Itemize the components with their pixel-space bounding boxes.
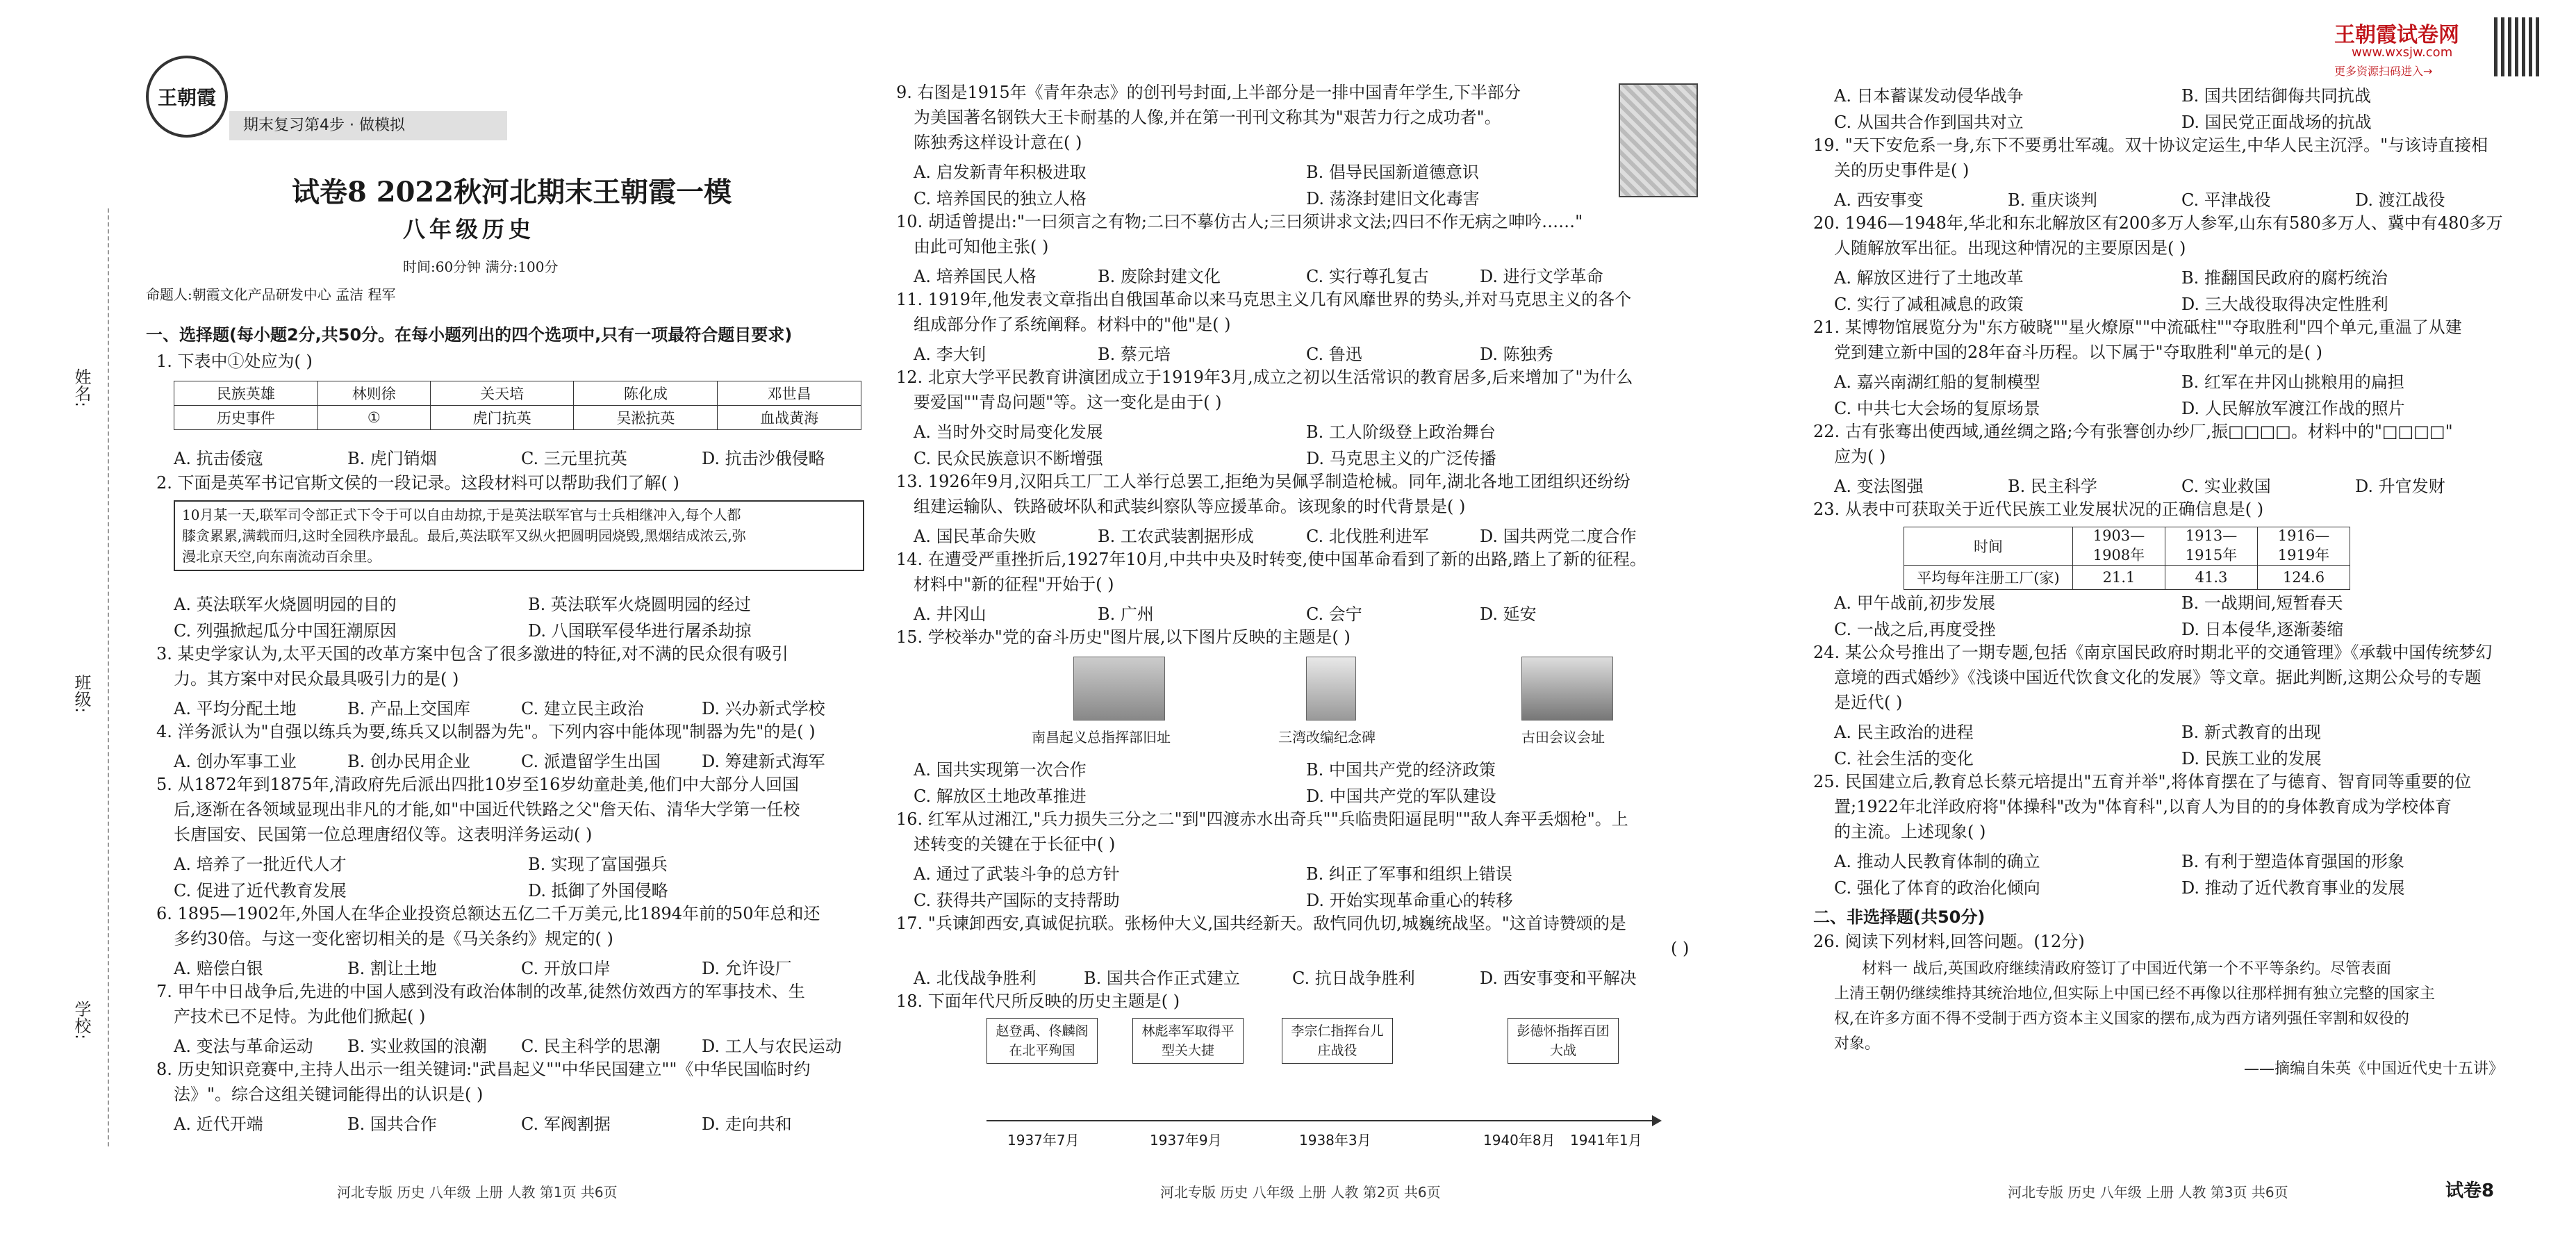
q22-option-d: D. 升官发财: [2355, 477, 2445, 496]
q12-stem-1: 12. 北京大学平民教育讲演团成立于1919年3月,成立之初以生活常识的教育居多,后来增加了"为什么: [896, 368, 1633, 387]
q26-stem: 26. 阅读下列材料,回答问题。(12分): [1813, 932, 2085, 951]
q25-option-b: B. 有利于塑造体育强国的形象: [2181, 852, 2404, 871]
q7-stem-2: 产技术已不足恃。为此他们掀起( ): [174, 1007, 426, 1026]
q9-option-a: A. 启发新青年积极进取: [914, 163, 1087, 182]
q10-stem-1: 10. 胡适曾提出:"一曰须言之有物;二曰不摹仿古人;三曰须讲求文法;四曰不作无病之呻吟……": [896, 212, 1583, 231]
q13-option-c: C. 北伐胜利进军: [1306, 527, 1429, 546]
q14-option-c: C. 会宁: [1306, 604, 1362, 624]
q9-stem-2: 为美国著名钢铁大王卡耐基的人像,并在第一刊刊文称其为"艰苦力行之成功者"。: [914, 108, 1501, 127]
q20-option-a: A. 解放区进行了土地改革: [1834, 268, 2024, 288]
q3-option-a: A. 平均分配土地: [174, 699, 297, 718]
q9-option-d: D. 荡涤封建旧文化毒害: [1306, 189, 1480, 208]
q25-stem-2: 置;1922年北洋政府将"体操科"改为"体育科",以育人为目的的身体教育成为学校体育: [1834, 797, 2452, 816]
page-title: 试卷8 2022秋河北期末王朝霞一模: [292, 176, 732, 208]
q1-option-a: A. 抗击倭寇: [174, 449, 263, 468]
q19-option-a: A. 西安事变: [1834, 190, 1924, 210]
q7-option-c: C. 民主科学的思潮: [521, 1037, 661, 1056]
q7-option-d: D. 工人与农民运动: [702, 1037, 842, 1056]
q6-option-a: A. 赔偿白银: [174, 959, 263, 978]
q18-option-b: B. 国共团结御侮共同抗战: [2181, 86, 2371, 106]
q26-material-2: 上清王朝仍继续维持其统治地位,但实际上中国已经不再像以往那样拥有独立完整的国家主: [1834, 985, 2435, 1003]
photo-caption: 古田会议会址: [1521, 729, 1605, 746]
step-banner: 期末复习第4步 · 做模拟: [229, 111, 507, 140]
q8-option-c: C. 军阀割据: [521, 1114, 611, 1134]
q11-stem-1: 11. 1919年,他发表文章指出自俄国革命以来马克思主义几有风靡世界的势头,并对马克思主义的各个: [896, 290, 1632, 309]
timeline-arrow: [1652, 1115, 1662, 1126]
q21-option-a: A. 嘉兴南湖红船的复制模型: [1834, 372, 2040, 392]
q24-stem-1: 24. 某公众号推出了一期专题,包括《南京国民政府时期北平的交通管理》《承载中国传统梦幻: [1813, 643, 2493, 662]
q10-option-a: A. 培养国民人格: [914, 267, 1037, 286]
timeline-event: [1282, 1018, 1393, 1064]
q19-stem-2: 关的历史事件是( ): [1834, 160, 1970, 180]
q1-table: [174, 381, 861, 430]
q5-stem-2: 后,逐渐在各领域显现出非凡的才能,如"中国近代铁路之父"詹天佑、清华大学第一任校: [174, 800, 800, 819]
q4-option-d: D. 筹建新式海军: [702, 752, 825, 771]
q8-option-a: A. 近代开端: [174, 1114, 263, 1134]
q19-option-b: B. 重庆谈判: [2008, 190, 2097, 210]
q23-option-c: C. 一战之后,再度受挫: [1834, 620, 1996, 639]
q16-option-b: B. 纠正了军事和组织上错误: [1306, 864, 1512, 884]
timeline-date: 1937年9月: [1150, 1132, 1222, 1149]
q22-stem-2: 应为( ): [1834, 447, 1886, 466]
qr-code-icon: [2494, 17, 2543, 76]
q9-option-b: B. 倡导民国新道德意识: [1306, 163, 1479, 182]
q24-option-c: C. 社会生活的变化: [1834, 749, 1974, 768]
q3-option-b: B. 产品上交国库: [347, 699, 470, 718]
q10-option-c: C. 实行尊孔复古: [1306, 267, 1429, 286]
table-cell: 历史事件: [174, 406, 318, 430]
q11-option-d: D. 陈独秀: [1480, 345, 1553, 364]
table-cell: 124.6: [2258, 566, 2350, 590]
footer-page-1: 河北专版 历史 八年级 上册 人教 第1页 共6页: [337, 1184, 618, 1201]
q12-option-d: D. 马克思主义的广泛传播: [1306, 449, 1496, 468]
table-cell: 时间: [1904, 527, 2073, 566]
q26-material-4: 对象。: [1834, 1035, 1881, 1053]
q14-option-d: D. 延安: [1480, 604, 1537, 624]
q23-option-a: A. 甲午战前,初步发展: [1834, 593, 1996, 613]
timeline-axis: [986, 1120, 1653, 1121]
q26-material-3: 权,在许多方面不得不受制于西方资本主义国家的摆布,成为西方诸列强任宰割和奴役的: [1834, 1010, 2409, 1028]
q13-option-a: A. 国民革命失败: [914, 527, 1037, 546]
section-one-heading: 一、选择题(每小题2分,共50分。在每小题列出的四个选项中,只有一项最符合题目要求): [146, 325, 793, 345]
q17-stem-1: 17. "兵谏卸西安,真诚促抗联。张杨仲大义,国共经新天。敌忾同仇切,城巍统战坚。"这首诗赞颂的是: [896, 914, 1626, 933]
nanchang-uprising-photo: [1073, 657, 1165, 721]
name-label: 姓名:: [72, 368, 91, 408]
q18-option-a: A. 日本蓄谋发动侵华战争: [1834, 86, 2024, 106]
table-cell: 虎门抗英: [430, 406, 574, 430]
footer-page-2: 河北专版 历史 八年级 上册 人教 第2页 共6页: [1160, 1184, 1441, 1201]
q17-option-b: B. 国共合作正式建立: [1084, 969, 1240, 988]
q24-option-b: B. 新式教育的出现: [2181, 723, 2321, 742]
timeline-date: 1941年1月: [1570, 1132, 1642, 1149]
exam-meta: 时间:60分钟 满分:100分: [403, 258, 559, 275]
q25-option-d: D. 推动了近代教育事业的发展: [2181, 878, 2405, 898]
q22-stem-1: 22. 古有张骞出使西域,通丝绸之路;今有张謇创办纱厂,振□□□□。材料中的"□□□□": [1813, 422, 2453, 441]
q23-option-d: D. 日本侵华,逐渐萎缩: [2181, 620, 2344, 639]
q16-stem-1: 16. 红军从过湘江,"兵力损失三分之二"到"四渡赤水出奇兵""兵临贵阳逼昆明""敌人奔平丢烟枪"。上: [896, 809, 1628, 829]
q12-stem-2: 要爱国""青岛问题"等。这一变化是由于( ): [914, 393, 1222, 412]
q14-option-a: A. 井冈山: [914, 604, 986, 624]
table-cell: 41.3: [2165, 566, 2258, 590]
q16-option-d: D. 开始实现革命重心的转移: [1306, 891, 1513, 910]
q12-option-c: C. 民众民族意识不断增强: [914, 449, 1103, 468]
q10-option-b: B. 废除封建文化: [1098, 267, 1221, 286]
q23-option-b: B. 一战期间,短暂春天: [2181, 593, 2343, 613]
q1-option-c: C. 三元里抗英: [521, 449, 627, 468]
q1-stem: 1. 下表中①处应为( ): [156, 352, 313, 371]
q2-option-a: A. 英法联军火烧圆明园的目的: [174, 595, 397, 614]
photo-caption: 三湾改编纪念碑: [1278, 729, 1376, 746]
q15-option-a: A. 国共实现第一次合作: [914, 760, 1087, 780]
q6-stem-2: 多约30倍。与这一变化密切相关的是《马关条约》规定的( ): [174, 929, 613, 948]
q4-option-a: A. 创办军事工业: [174, 752, 297, 771]
q3-stem-1: 3. 某史学家认为,太平天国的改革方案中包含了很多激进的特征,对不满的民众很有吸引: [156, 644, 789, 664]
q6-option-d: D. 允许设厂: [702, 959, 792, 978]
q9-stem-1: 9. 右图是1915年《青年杂志》的创刊号封面,上半部分是一排中国青年学生,下半部分: [896, 83, 1521, 102]
table-cell: 关天培: [430, 381, 574, 406]
q23-stem: 23. 从表中可获取关于近代民族工业发展状况的正确信息是( ): [1813, 500, 2264, 519]
q17-option-d: D. 西安事变和平解决: [1480, 969, 1637, 988]
q20-stem-2: 人随解放军出征。出现这种情况的主要原因是( ): [1834, 238, 2186, 258]
q19-option-c: C. 平津战役: [2181, 190, 2271, 210]
page-subtitle: 八年级历史: [403, 216, 536, 242]
q3-stem-2: 力。其方案中对民众最具吸引力的是( ): [174, 669, 459, 689]
logo-text: 王朝霞: [157, 86, 216, 109]
q2-option-b: B. 英法联军火烧圆明园的经过: [528, 595, 751, 614]
q13-stem-1: 13. 1926年9月,汉阳兵工厂工人举行总罢工,拒绝为吴佩孚制造枪械。同年,湖北各地工团组织还纷纷: [896, 472, 1631, 491]
q22-option-b: B. 民主科学: [2008, 477, 2097, 496]
q9-option-c: C. 培养国民的独立人格: [914, 189, 1087, 208]
q26-material-1: 材料一 战后,英国政府继续清政府签订了中国近代第一个不平等条约。尽管表面: [1862, 960, 2391, 978]
q21-option-d: D. 人民解放军渡江作战的照片: [2181, 399, 2405, 418]
exam-authors: 命题人:朝霞文化产品研发中心 孟洁 程军: [146, 286, 396, 303]
school-label: 学校:: [72, 1001, 91, 1040]
q25-option-a: A. 推动人民教育体制的确立: [1834, 852, 2040, 871]
class-label: 班级:: [72, 674, 91, 714]
timeline-event: [1132, 1018, 1244, 1064]
q5-option-a: A. 培养了一批近代人才: [174, 855, 347, 874]
q2-option-d: D. 八国联军侵华进行屠杀劫掠: [528, 621, 752, 641]
q22-option-c: C. 实业救国: [2181, 477, 2271, 496]
q1-option-d: D. 抗击沙俄侵略: [702, 449, 825, 468]
q11-stem-2: 组成部分作了系统阐释。材料中的"他"是( ): [914, 315, 1231, 334]
q14-option-b: B. 广州: [1098, 604, 1154, 624]
table-cell: 1913—1915年: [2165, 527, 2258, 566]
q23-table: [1904, 527, 2350, 590]
q25-option-c: C. 强化了体育的政治化倾向: [1834, 878, 2040, 898]
table-cell: 陈化成: [574, 381, 718, 406]
q24-option-d: D. 民族工业的发展: [2181, 749, 2322, 768]
q1-option-b: B. 虎门销烟: [347, 449, 437, 468]
q19-option-d: D. 渡江战役: [2355, 190, 2445, 210]
q10-stem-2: 由此可知他主张( ): [914, 237, 1049, 256]
table-cell: 1916—1919年: [2258, 527, 2350, 566]
timeline-date: 1940年8月: [1483, 1132, 1555, 1149]
q22-option-a: A. 变法图强: [1834, 477, 1924, 496]
q6-option-b: B. 割让土地: [347, 959, 437, 978]
timeline-event: [1508, 1018, 1619, 1064]
brand-url: www.wxsjw.com: [2352, 45, 2453, 60]
q8-stem-1: 8. 历史知识竞赛中,主持人出示一组关键词:"武昌起义""中华民国建立""《中华民国临时约: [156, 1060, 811, 1079]
q12-option-b: B. 工人阶级登上政治舞台: [1306, 422, 1496, 442]
q8-option-b: B. 国共合作: [347, 1114, 437, 1134]
q18-stem: 18. 下面年代尺所反映的历史主题是( ): [896, 991, 1180, 1011]
event-text: 彭德怀指挥百团大战: [1517, 1023, 1610, 1058]
q8-option-d: D. 走向共和: [702, 1114, 792, 1134]
q20-option-b: B. 推翻国民政府的腐朽统治: [2181, 268, 2388, 288]
q21-option-c: C. 中共七大会场的复原场景: [1834, 399, 2040, 418]
q24-stem-3: 是近代( ): [1834, 693, 1903, 712]
q6-stem-1: 6. 1895—1902年,外国人在华企业投资总额达五亿二千万美元,比1894年前的50年总和还: [156, 904, 820, 923]
q14-stem-2: 材料中"新的征程"开始于( ): [914, 575, 1114, 594]
q13-stem-2: 组建运输队、铁路破坏队和武装纠察队等应援革命。该现象的时代背景是( ): [914, 497, 1466, 516]
q16-stem-2: 述转变的关键在于长征中( ): [914, 834, 1116, 854]
table-cell: 林则徐: [317, 381, 430, 406]
table-cell: 血战黄海: [718, 406, 861, 430]
material-line: 漫北京天空,向东南流动百余里。: [182, 548, 381, 565]
q5-option-d: D. 抵御了外国侵略: [528, 881, 668, 900]
q18-option-d: D. 国民党正面战场的抗战: [2181, 113, 2372, 132]
q3-option-c: C. 建立民主政治: [521, 699, 644, 718]
table-cell: 平均每年注册工厂(家): [1904, 566, 2073, 590]
timeline-date: 1937年7月: [1007, 1132, 1080, 1149]
table-cell: 民族英雄: [174, 381, 318, 406]
section-two-heading: 二、非选择题(共50分): [1813, 907, 1985, 927]
event-text: 李宗仁指挥台儿庄战役: [1291, 1023, 1384, 1058]
table-cell: 1903—1908年: [2073, 527, 2165, 566]
q13-option-d: D. 国共两党二度合作: [1480, 527, 1637, 546]
material-line: 10月某一天,联军司令部正式下令于可以自由劫掠,于是英法联军官与士兵相继冲入,每个人都: [182, 507, 741, 523]
q16-option-a: A. 通过了武装斗争的总方针: [914, 864, 1120, 884]
q6-option-c: C. 开放口岸: [521, 959, 611, 978]
q18-option-c: C. 从国共合作到国共对立: [1834, 113, 2024, 132]
q20-stem-1: 20. 1946—1948年,华北和东北解放区有200多万人参军,山东有580多万人、冀中有480多万: [1813, 213, 2503, 233]
q17-option-c: C. 抗日战争胜利: [1292, 969, 1415, 988]
q4-option-b: B. 创办民用企业: [347, 752, 470, 771]
q7-option-a: A. 变法与革命运动: [174, 1037, 313, 1056]
logo-badge: [146, 56, 228, 138]
q7-option-b: B. 实业救国的浪潮: [347, 1037, 487, 1056]
event-text: 赵登禹、佟麟阁在北平殉国: [996, 1023, 1089, 1058]
q20-option-c: C. 实行了减租减息的政策: [1834, 295, 2024, 314]
q4-stem: 4. 洋务派认为"自强以练兵为要,练兵又以制器为先"。下列内容中能体现"制器为先"的是( ): [156, 722, 816, 741]
q15-option-c: C. 解放区土地改革推进: [914, 787, 1087, 806]
q11-option-a: A. 李大钊: [914, 345, 986, 364]
q8-stem-2: 法》"。综合这组关键词能得出的认识是( ): [174, 1085, 484, 1104]
q2-option-c: C. 列强掀起瓜分中国狂潮原因: [174, 621, 397, 641]
q4-option-c: C. 派遣留学生出国: [521, 752, 661, 771]
q11-option-b: B. 蔡元培: [1098, 345, 1171, 364]
exam-badge: 试卷8: [2445, 1180, 2495, 1201]
table-cell: 邓世昌: [718, 381, 861, 406]
table-cell: 吴淞抗英: [574, 406, 718, 430]
q15-stem: 15. 学校举办"党的奋斗历史"图片展,以下图片反映的主题是( ): [896, 627, 1351, 647]
event-text: 林彪率军取得平型关大捷: [1141, 1023, 1235, 1058]
footer-page-3: 河北专版 历史 八年级 上册 人教 第3页 共6页: [2008, 1184, 2288, 1201]
q12-option-a: A. 当时外交时局变化发展: [914, 422, 1103, 442]
q2-material-box: [174, 500, 864, 571]
q15-option-b: B. 中国共产党的经济政策: [1306, 760, 1496, 780]
q13-option-b: B. 工农武装割据形成: [1098, 527, 1254, 546]
q10-option-d: D. 进行文学革命: [1480, 267, 1603, 286]
gutian-site-photo: [1521, 657, 1613, 721]
magazine-cover-image: [1619, 83, 1698, 197]
photo-caption: 南昌起义总指挥部旧址: [1032, 729, 1171, 746]
timeline-date: 1938年3月: [1299, 1132, 1371, 1149]
q5-option-b: B. 实现了富国强兵: [528, 855, 668, 874]
material-line: 膝贪累累,满载而归,这时全园秩序最乱。最后,英法联军又纵火把圆明园烧毁,黑烟结成浓云,弥: [182, 527, 746, 544]
q17-stem-2: ( ): [1671, 939, 1690, 958]
q17-option-a: A. 北伐战争胜利: [914, 969, 1037, 988]
binding-strip: [108, 208, 110, 1146]
q20-option-d: D. 三大战役取得决定性胜利: [2181, 295, 2388, 314]
q21-stem-2: 党到建立新中国的28年奋斗历程。以下属于"夺取胜利"单元的是( ): [1834, 343, 2322, 362]
q15-option-d: D. 中国共产党的军队建设: [1306, 787, 1496, 806]
q25-stem-1: 25. 民国建立后,教育总长蔡元培提出"五育并举",将体育摆在了与德育、智育同等重要的位: [1813, 772, 2472, 791]
q24-option-a: A. 民主政治的进程: [1834, 723, 1974, 742]
q19-stem-1: 19. "天下安危系一身,东下不要勇壮军魂。双十协议定运生,中华人民主沉浮。"与该诗直接相: [1813, 135, 2488, 155]
q3-option-d: D. 兴办新式学校: [702, 699, 825, 718]
q11-option-c: C. 鲁迅: [1306, 345, 1362, 364]
q16-option-c: C. 获得共产国际的支持帮助: [914, 891, 1120, 910]
q9-stem-3: 陈独秀这样设计意在( ): [914, 133, 1082, 152]
table-cell: 21.1: [2073, 566, 2165, 590]
q5-stem-1: 5. 从1872年到1875年,清政府先后派出四批10岁至16岁幼童赴美,他们中大部分人回国: [156, 775, 800, 794]
q21-stem-1: 21. 某博物馆展览分为"东方破晓""星火燎原""中流砥柱""夺取胜利"四个单元,重温了从建: [1813, 318, 2462, 337]
q21-option-b: B. 红军在井冈山挑粮用的扁担: [2181, 372, 2404, 392]
brand-name: 王朝霞试卷网: [2334, 23, 2459, 47]
brand-slogan: 更多资源扫码进入→: [2334, 65, 2433, 78]
sanwan-monument-photo: [1306, 657, 1356, 721]
q5-option-c: C. 促进了近代教育发展: [174, 881, 347, 900]
timeline-event: [986, 1018, 1098, 1064]
table-cell: ①: [317, 406, 430, 430]
q26-source: ——摘编自朱英《中国近代史十五讲》: [2244, 1060, 2504, 1078]
q2-stem: 2. 下面是英军书记官斯文侯的一段记录。这段材料可以帮助我们了解( ): [156, 473, 679, 493]
q7-stem-1: 7. 甲午中日战争后,先进的中国人感到没有政治体制的改革,徒然仿效西方的军事技术、生: [156, 982, 805, 1001]
q14-stem-1: 14. 在遭受严重挫折后,1927年10月,中共中央及时转变,使中国革命看到了新的出路,踏上了新的征程。: [896, 550, 1646, 569]
q24-stem-2: 意境的西式婚纱》《浅谈中国近代饮食文化的发展》等文章。据此判断,这期公众号的专题: [1834, 668, 2482, 687]
q5-stem-3: 长唐国安、民国第一位总理唐绍仪等。这表明洋务运动( ): [174, 825, 593, 844]
q25-stem-3: 的主流。上述现象( ): [1834, 822, 1986, 841]
